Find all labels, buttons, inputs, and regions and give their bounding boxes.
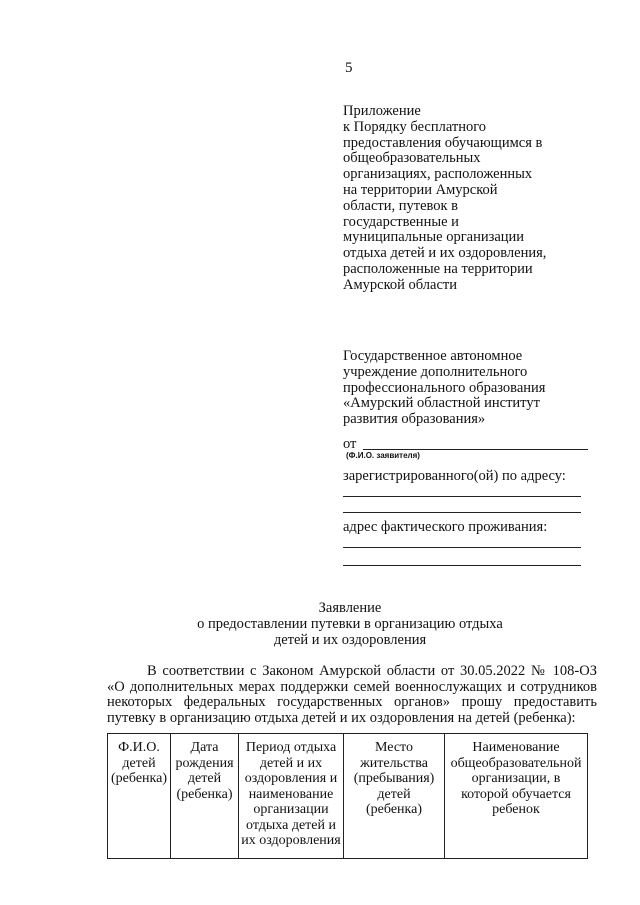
header-child-name: Ф.И.О. детей (ребенка) xyxy=(108,734,171,859)
recipient-line: учреждение дополнительного xyxy=(343,363,528,380)
actual-address-line-2[interactable] xyxy=(343,565,581,566)
statement-subtitle-line: о предоставлении путевки в организацию отдыха xyxy=(197,616,503,632)
page-number: 5 xyxy=(345,60,353,76)
header-school-name: Наименование общеобразовательной организации, в которой обучается ребенок xyxy=(445,734,588,859)
appendix-line: расположенные на территории xyxy=(343,260,533,277)
recipient-line: профессионального образования xyxy=(343,379,546,396)
appendix-line: к Порядку бесплатного xyxy=(343,118,487,135)
registered-address-line-1[interactable] xyxy=(343,496,581,497)
recipient-block xyxy=(343,349,613,428)
appendix-line: Амурской области xyxy=(343,276,457,293)
header-residence: Место жительства (пребывания) детей (ребенка) xyxy=(344,734,445,859)
appendix-line: на территории Амурской xyxy=(343,181,498,198)
recipient-line: Государственное автономное xyxy=(343,348,523,364)
body-line-1-text: В соответствии с Законом Амурской области от 30.05.2022 № 108-ОЗ xyxy=(147,663,597,679)
statement-subtitle-line: детей и их оздоровления xyxy=(273,632,427,648)
registered-address-line-2[interactable] xyxy=(343,512,581,513)
registered-address-label: зарегистрированного(ой) по адресу: xyxy=(343,468,566,484)
appendix-line: области, путевок в xyxy=(343,197,459,214)
appendix-note xyxy=(343,104,603,294)
children-table xyxy=(107,733,588,859)
body-line: «О дополнительных мерах поддержки семей военнослужащих и сотрудников xyxy=(107,678,597,695)
appendix-line: организациях, расположенных xyxy=(343,166,533,183)
statement-body xyxy=(107,664,597,726)
recipient-line: «Амурский областной институт xyxy=(343,395,540,412)
actual-address-label: адрес фактического проживания: xyxy=(343,519,548,535)
actual-address-line-1[interactable] xyxy=(343,547,581,548)
appendix-line: муниципальные организации xyxy=(343,229,525,246)
header-rest-period: Период отдыха детей и их оздоровления и наименование организации отдыха детей и их оздоровления xyxy=(239,734,344,859)
applicant-name-line[interactable] xyxy=(363,449,588,450)
applicant-name-hint: (Ф.И.О. заявителя) xyxy=(346,451,420,460)
appendix-line: государственные и xyxy=(343,213,459,230)
body-line: некоторых федеральных государственных органов» прошу предоставить xyxy=(107,694,597,710)
appendix-line: общеобразовательных xyxy=(343,150,481,167)
body-line xyxy=(107,664,597,680)
recipient-line: развития образования» xyxy=(343,411,486,428)
from-label: от xyxy=(343,436,357,452)
appendix-line: отдыха детей и их оздоровления, xyxy=(343,245,547,262)
appendix-line: Приложение xyxy=(343,103,421,119)
statement-title: Заявление xyxy=(318,600,382,616)
body-line: путевку в организацию отдыха детей и их оздоровления на детей (ребенка): xyxy=(107,709,576,726)
header-birth-date: Дата рождения детей (ребенка) xyxy=(171,734,239,859)
table-header-row xyxy=(108,734,588,859)
appendix-line: предоставления обучающимся в xyxy=(343,134,543,151)
